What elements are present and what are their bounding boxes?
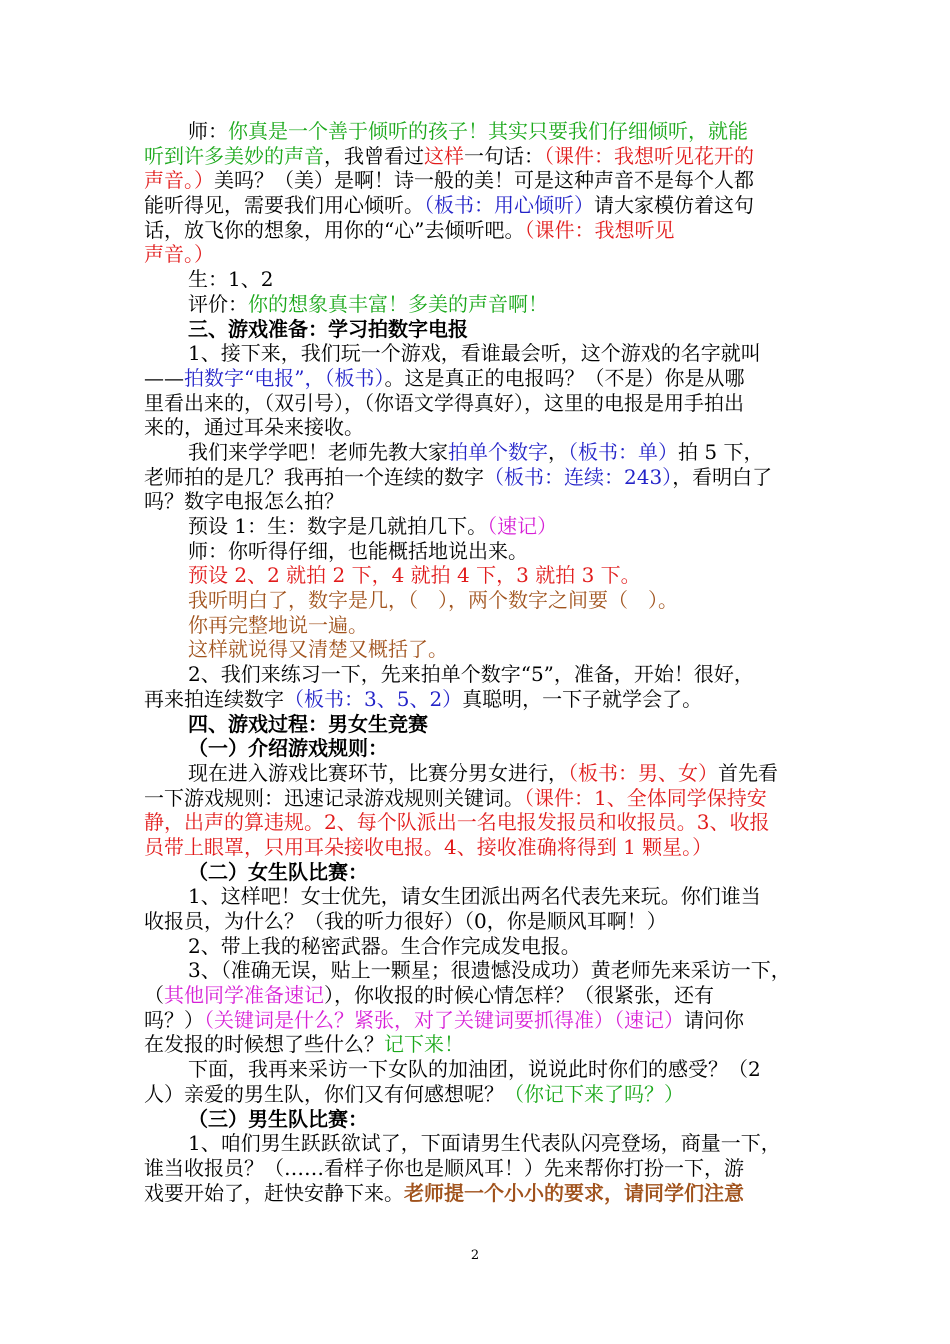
text-segment: 再来拍连续数字 <box>144 686 284 711</box>
text-line <box>144 1156 809 1181</box>
text-segment: （板书：单） <box>568 439 678 464</box>
text-segment: 其他同学准备速记 <box>164 983 324 1008</box>
text-segment: （你记下来了吗？） <box>504 1081 684 1106</box>
text-segment: 。这是真正的电报吗？（不是）你是从哪 <box>384 365 745 390</box>
text-line <box>144 884 809 909</box>
text-segment: （二）女生队比赛： <box>188 859 368 884</box>
text-segment: 真聪明，一下子就学会了。 <box>462 686 703 711</box>
text-segment: 拍单个数字 <box>448 439 548 464</box>
text-segment: —— <box>144 365 184 390</box>
text-segment: （关键词是什么？紧张，对了关键词要抓得准）（速记） <box>204 1007 684 1032</box>
text-line <box>144 958 809 983</box>
text-segment: 我听明白了，数字是几，（ ），两个数字之间要（ ）。 <box>188 588 678 613</box>
text-segment: 来的，通过耳朵来接收。 <box>144 415 364 440</box>
text-segment: 你再完整地说一遍。 <box>188 612 368 637</box>
text-segment: 你的想象真丰富！多美的声音啊！ <box>248 291 548 316</box>
text-line <box>144 341 809 366</box>
text-line <box>144 514 809 539</box>
text-line <box>144 193 809 218</box>
text-line <box>144 168 809 193</box>
document-body <box>144 119 809 1205</box>
text-segment: 一下游戏规则：迅速记录游戏规则关键词。 <box>144 785 524 810</box>
text-segment: 吗？数字电报怎么拍？ <box>144 489 344 514</box>
text-segment: ），你收报的时候心情怎样？（很紧张，还有 <box>324 983 714 1008</box>
text-segment: （板书：男、女） <box>568 760 718 785</box>
text-line <box>144 440 809 465</box>
text-segment: 老师提一个小小的要求，请同学们注意 <box>404 1180 744 1205</box>
text-segment: 三、游戏准备：学习拍数字电报 <box>188 316 468 341</box>
text-line <box>144 267 809 292</box>
text-segment: 1、接下来，我们玩一个游戏，看谁最会听，这个游戏的名字就叫 <box>188 341 761 366</box>
text-line <box>144 1057 809 1082</box>
text-segment: 收报员，为什么？（我的听力很好）（0，你是顺风耳啊！） <box>144 909 667 933</box>
text-line <box>144 292 809 317</box>
text-line <box>144 242 809 267</box>
text-segment: 3、（准确无误，贴上一颗星；很遗憾没成功）黄老师先来采访一下， <box>188 958 791 983</box>
text-segment: （课件：我想听见 <box>524 217 675 242</box>
text-segment: 话，放飞你的想象，用你的“心”去倾听吧。 <box>144 217 525 242</box>
text-segment: 里看出来的，（双引号），（你语文学得真好），这里的电报是用手拍出 <box>144 390 744 415</box>
text-segment: 人）亲爱的男生队，你们又有何感想呢？ <box>144 1081 504 1106</box>
text-line <box>144 563 809 588</box>
text-segment: （三）男生队比赛： <box>188 1106 368 1131</box>
text-segment: 四、游戏过程：男女生竞赛 <box>188 711 428 736</box>
text-segment: 请问你 <box>684 1007 744 1032</box>
text-segment: （速记） <box>487 514 558 538</box>
text-line <box>144 1032 809 1057</box>
text-segment: 预设 2、2 就拍 2 下，4 就拍 4 下，3 就拍 3 下。 <box>188 563 641 588</box>
text-segment: 这样 <box>424 143 464 168</box>
text-segment: 师： <box>188 119 228 143</box>
text-segment: 预设 1：生：数字是几就拍几下。 <box>188 514 488 538</box>
text-segment: 2、我们来练习一下，先来拍单个数字“5”，准备，开始！很好， <box>188 662 754 687</box>
text-line <box>144 465 809 490</box>
text-segment: 员带上眼罩，只用耳朵接收电报。4、接收准确将得到 1 颗星。） <box>144 834 713 859</box>
text-segment: 请大家模仿着这句 <box>594 193 754 218</box>
text-line <box>144 218 809 243</box>
text-segment: 吗？） <box>144 1007 204 1032</box>
text-line <box>144 539 809 564</box>
text-segment: 1、这样吧！女士优先，请女生团派出两名代表先来玩。你们谁当 <box>188 884 761 909</box>
text-segment: 现在进入游戏比赛环节，比赛分男女进行， <box>188 760 568 785</box>
text-segment: 拍数字“电报”，（板书） <box>184 365 385 390</box>
text-segment: 你真是一个善于倾听的孩子！其实只要我们仔细倾听，就能 <box>228 119 748 143</box>
text-segment: 听到许多美妙的声音 <box>144 143 324 168</box>
text-segment: 首先看 <box>718 760 778 785</box>
text-line <box>144 835 809 860</box>
text-line <box>144 366 809 391</box>
section-heading <box>144 1107 809 1132</box>
text-line <box>144 613 809 638</box>
text-line <box>144 1131 809 1156</box>
text-segment: 生：1、2 <box>188 267 274 292</box>
text-segment: ， <box>548 439 568 464</box>
text-segment: 1、咱们男生跃跃欲试了，下面请男生代表队闪亮登场，商量一下， <box>188 1131 781 1156</box>
text-line <box>144 687 809 712</box>
text-segment: 下面，我再来采访一下女队的加油团，说说此时你们的感受？（2 <box>188 1057 761 1082</box>
text-line <box>144 588 809 613</box>
text-segment: （板书：连续：243） <box>484 464 673 489</box>
text-line <box>144 1181 809 1206</box>
text-segment: 静，出声的算违规。2、每个队派出一名电报发报员和收报员。3、收报 <box>144 810 770 835</box>
text-segment: 一句话： <box>464 143 544 168</box>
text-segment: （课件：我想听见花开的 <box>544 143 754 168</box>
text-segment: 我们来学学吧！老师先教大家 <box>188 439 448 464</box>
section-heading <box>144 317 809 342</box>
text-line <box>144 637 809 662</box>
text-segment: 评价： <box>188 291 248 316</box>
section-heading <box>144 860 809 885</box>
text-segment: 声音。） <box>144 168 214 193</box>
text-segment: 师：你听得仔细，也能概括地说出来。 <box>188 538 528 563</box>
text-segment: 美吗？（美）是啊！诗一般的美！可是这种声音不是每个人都 <box>214 168 754 193</box>
section-heading <box>144 712 809 737</box>
text-line <box>144 761 809 786</box>
text-segment: 戏要开始了，赶快安静下来。 <box>144 1180 404 1205</box>
text-segment: ，我曾看过 <box>324 143 424 168</box>
text-line <box>144 662 809 687</box>
section-heading <box>144 736 809 761</box>
text-segment: （课件：1、全体同学保持安 <box>524 785 767 810</box>
text-segment: 老师拍的是几？我再拍一个连续的数字 <box>144 464 484 489</box>
text-line <box>144 415 809 440</box>
text-segment: 这样就说得又清楚又概括了。 <box>188 637 448 662</box>
text-segment: （一）介绍游戏规则： <box>188 736 388 761</box>
text-line <box>144 934 809 959</box>
text-line <box>144 810 809 835</box>
text-segment: （板书：用心倾听） <box>424 193 594 218</box>
text-segment: 能听得见，需要我们用心倾听。 <box>144 193 424 218</box>
text-line <box>144 391 809 416</box>
text-line <box>144 144 809 169</box>
text-segment: 声音。） <box>144 242 214 267</box>
text-line <box>144 786 809 811</box>
text-line <box>144 1082 809 1107</box>
text-line <box>144 489 809 514</box>
text-line <box>144 1008 809 1033</box>
text-segment: 2、带上我的秘密武器。生合作完成发电报。 <box>188 933 581 958</box>
text-segment: ，看明白了 <box>672 464 773 489</box>
text-segment: （ <box>144 983 164 1008</box>
text-segment: （板书：3、5、2） <box>284 686 463 711</box>
text-line <box>144 909 809 934</box>
text-segment: 拍 5 下， <box>678 439 764 464</box>
page-number: 2 <box>470 1248 480 1263</box>
text-line <box>144 983 809 1008</box>
text-line <box>144 119 809 144</box>
text-segment: 谁当收报员？（……看样子你也是顺风耳！）先来帮你打扮一下，游 <box>144 1155 744 1180</box>
text-segment: 记下来！ <box>384 1032 464 1057</box>
text-segment: 在发报的时候想了些什么？ <box>144 1032 384 1057</box>
